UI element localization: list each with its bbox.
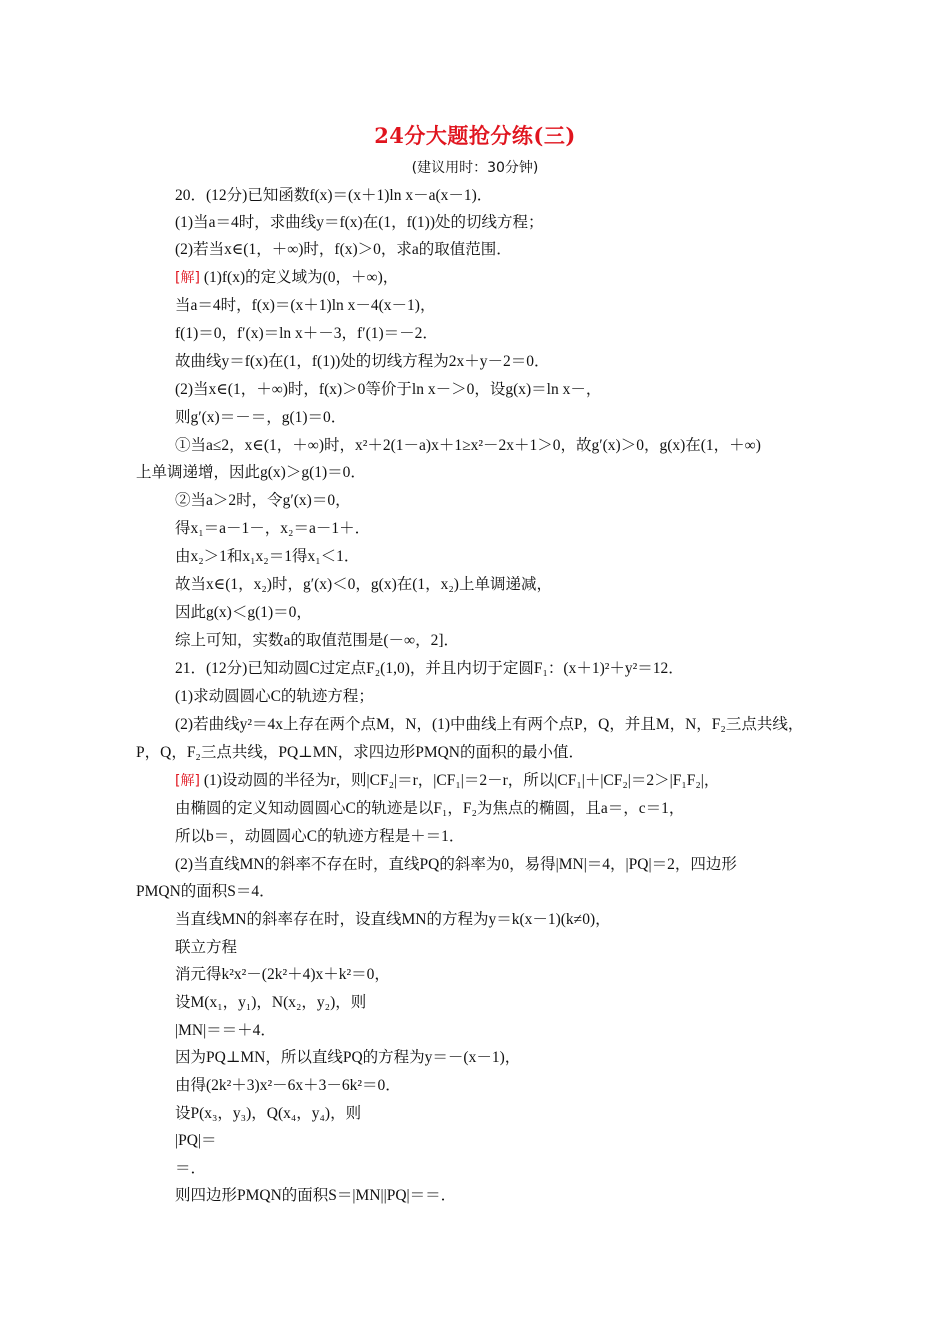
text-line — [175, 965, 830, 985]
solution-tag: [解] — [175, 773, 200, 789]
line-text: 消元得k²x²－(2k²＋4)x＋k²＝0， — [175, 966, 390, 983]
text-line — [136, 463, 830, 483]
text-line — [175, 1159, 830, 1179]
text-line — [175, 268, 830, 288]
text-line — [175, 575, 830, 595]
text-line — [175, 296, 830, 316]
line-text: 故曲线y＝f(x)在(1，f(1))处的切线方程为2x＋y－2＝0． — [175, 353, 550, 370]
line-text: 20．(12分)已知函数f(x)＝(x＋1)ln x－a(x－1)． — [175, 187, 493, 204]
text-line — [175, 1186, 830, 1206]
line-text: (2)当x∈(1，＋∞)时，f(x)＞0等价于ln x－＞0，设g(x)＝ln x－， — [175, 381, 602, 398]
line-text: (2)若当x∈(1，＋∞)时，f(x)＞0，求a的取值范围． — [175, 241, 512, 258]
line-text: |PQ|＝ — [175, 1132, 217, 1149]
line-text: 由x₂＞1和x₁x₂＝1得x₁＜1． — [175, 548, 360, 565]
line-text: 综上可知，实数a的取值范围是(－∞，2]． — [175, 632, 460, 649]
text-line — [175, 408, 830, 428]
text-line — [175, 993, 830, 1013]
line-text: 当直线MN的斜率存在时，设直线MN的方程为y＝k(x－1)(k≠0)， — [175, 911, 611, 928]
text-line — [175, 771, 830, 791]
line-text: f(1)＝0，f′(x)＝ln x＋－3，f′(1)＝－2． — [175, 325, 438, 342]
document-subtitle: (建议用时：30分钟) — [411, 160, 539, 176]
line-text: |MN|＝＝＋4． — [175, 1022, 276, 1039]
text-line — [175, 240, 830, 260]
line-text: 得x₁＝a－1－，x₂＝a－1＋． — [175, 520, 371, 537]
line-text: ②当a＞2时，令g′(x)＝0， — [175, 492, 351, 509]
line-text: 则g′(x)＝－＝，g(1)＝0． — [175, 409, 347, 426]
line-text: 因为PQ⊥MN，所以直线PQ的方程为y＝－(x－1)， — [175, 1049, 521, 1066]
text-line — [175, 380, 830, 400]
line-text: ＝． — [175, 1160, 207, 1177]
text-line — [175, 603, 830, 623]
line-text: (1)f(x)的定义域为(0，＋∞)， — [199, 269, 399, 286]
text-line — [175, 324, 830, 344]
text-line — [175, 547, 830, 567]
line-text: 所以b＝，动圆圆心C的轨迹方程是＋＝1． — [175, 828, 465, 845]
text-line — [175, 1131, 830, 1151]
text-line — [175, 827, 830, 847]
line-text: 上单调递增，因此g(x)＞g(1)＝0． — [136, 464, 366, 481]
line-text: 设M(x₁，y₁)，N(x₂，y₂)，则 — [175, 994, 367, 1011]
line-text: (2)若曲线y²＝4x上存在两个点M，N，(1)中曲线上有两个点P，Q，并且M，N，F₂三点共线， — [175, 716, 804, 733]
text-line — [175, 910, 830, 930]
document-title: 24分大题抢分练(三) — [374, 123, 576, 148]
line-text: (1)设动圆的半径为r，则|CF₂|＝r，|CF₁|＝2－r，所以|CF₁|＋|CF₂|＝2＞|F₁F₂|， — [199, 772, 720, 789]
text-line — [175, 519, 830, 539]
line-text: 故当x∈(1，x₂)时，g′(x)＜0，g(x)在(1，x₂)上单调递减， — [175, 576, 552, 593]
text-line — [175, 715, 830, 735]
text-line — [175, 659, 830, 679]
text-line — [175, 631, 830, 651]
line-text: ①当a≤2，x∈(1，＋∞)时，x²＋2(1－a)x＋1≥x²－2x＋1＞0，故g′(x)＞0，g(x)在(1，＋∞) — [175, 437, 761, 454]
line-text: 21．(12分)已知动圆C过定点F₂(1,0)，并且内切于定圆F₁：(x＋1)²＋y²＝12． — [175, 660, 684, 677]
text-line — [136, 882, 830, 902]
line-text: (2)当直线MN的斜率不存在时，直线PQ的斜率为0，易得|MN|＝4，|PQ|＝2，四边形 — [175, 856, 737, 873]
text-line — [175, 1076, 830, 1096]
text-line — [175, 436, 830, 456]
text-line — [175, 186, 830, 206]
text-line — [175, 687, 830, 707]
line-text: 由椭圆的定义知动圆圆心C的轨迹是以F₁，F₂为焦点的椭圆，且a＝，c＝1， — [175, 800, 685, 817]
text-line — [175, 1021, 830, 1041]
line-text: (1)当a＝4时，求曲线y＝f(x)在(1，f(1))处的切线方程； — [175, 214, 544, 231]
text-line — [175, 1104, 830, 1124]
line-text: 联立方程 — [175, 939, 238, 956]
line-text: P，Q，F₂三点共线，PQ⊥MN，求四边形PMQN的面积的最小值． — [136, 744, 584, 761]
line-text: 当a＝4时，f(x)＝(x＋1)ln x－4(x－1)， — [175, 297, 436, 314]
line-text: PMQN的面积S＝4． — [136, 883, 275, 900]
text-line — [175, 352, 830, 372]
text-line — [175, 1048, 830, 1068]
text-line — [175, 938, 830, 958]
text-line — [175, 855, 830, 875]
solution-tag: [解] — [175, 270, 200, 286]
line-text: 则四边形PMQN的面积S＝|MN||PQ|＝＝． — [175, 1187, 457, 1204]
text-line — [136, 743, 830, 763]
line-text: (1)求动圆圆心C的轨迹方程； — [175, 688, 374, 705]
text-line — [175, 491, 830, 511]
text-line — [175, 213, 830, 233]
line-text: 因此g(x)＜g(1)＝0， — [175, 604, 312, 621]
line-text: 设P(x₃，y₃)，Q(x₄，y₄)，则 — [175, 1105, 362, 1122]
text-line — [175, 799, 830, 819]
line-text: 由得(2k²＋3)x²－6x＋3－6k²＝0． — [175, 1077, 401, 1094]
